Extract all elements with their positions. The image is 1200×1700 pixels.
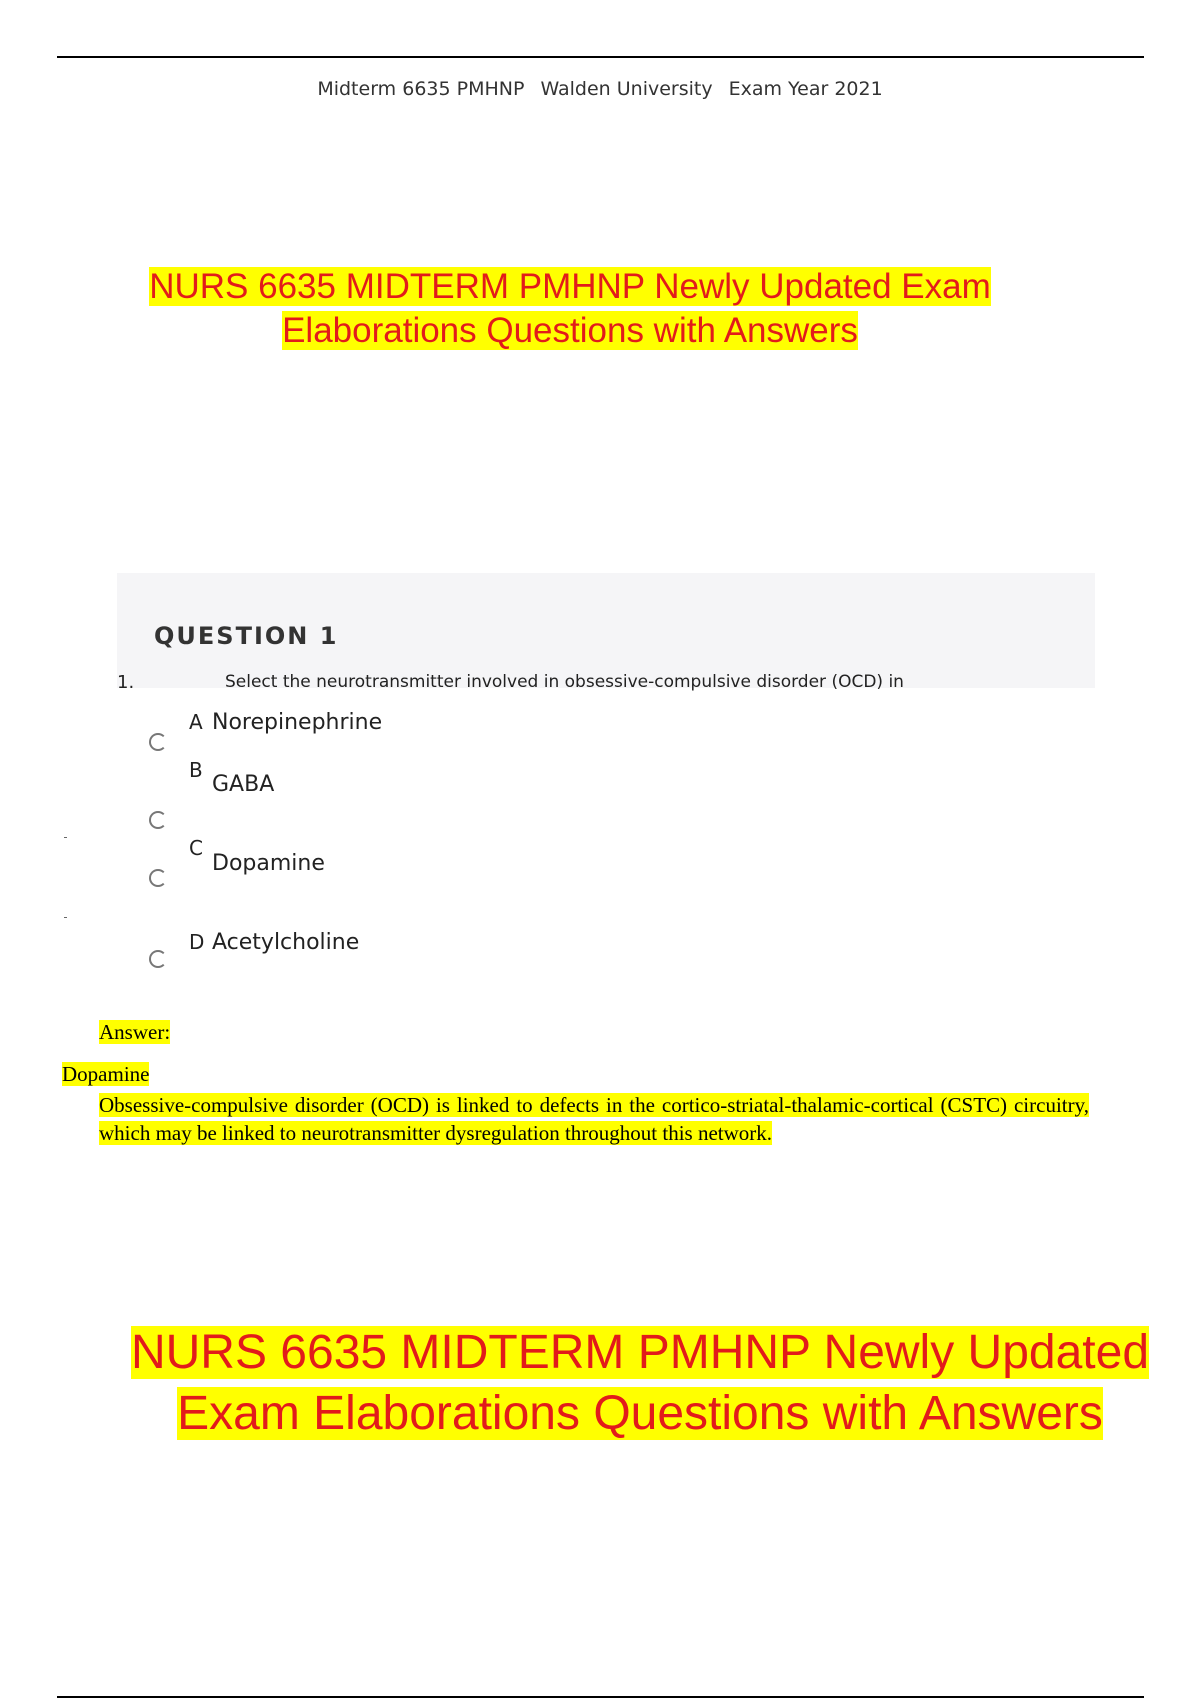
question-number: 1. (117, 672, 135, 693)
document-title-bottom (100, 1322, 1180, 1444)
top-rule (57, 56, 1144, 58)
option-d-radio[interactable] (149, 950, 167, 968)
title-bottom-line2: Exam Elaborations Questions with Answers (177, 1387, 1103, 1440)
header-course: Midterm 6635 PMHNP (317, 78, 525, 100)
option-a-text[interactable]: Norepinephrine (212, 710, 383, 735)
header-year: Exam Year 2021 (728, 78, 883, 100)
option-c-text[interactable]: Dopamine (212, 851, 325, 876)
stray-mark (64, 917, 67, 918)
option-d-text[interactable]: Acetylcholine (212, 930, 360, 955)
header-university: Walden University (540, 78, 713, 100)
title-top-line1: NURS 6635 MIDTERM PMHNP Newly Updated Exam (149, 267, 991, 306)
option-c-radio[interactable] (149, 869, 167, 887)
bottom-rule (57, 1696, 1144, 1698)
option-b-radio[interactable] (149, 811, 167, 829)
stray-mark (64, 837, 67, 838)
page-header (0, 78, 1200, 100)
question-text: Select the neurotransmitter involved in obsessive-compulsive disorder (OCD) in (225, 672, 904, 692)
answer-label: Answer: (99, 1020, 171, 1044)
option-c-letter: C (189, 836, 203, 860)
document-title-top (60, 265, 1080, 353)
title-top-line2: Elaborations Questions with Answers (282, 311, 858, 350)
answer-explanation: Obsessive-compulsive disorder (OCD) is linked to defects in the cortico-striatal-thalamic-cortical (CSTC) circuitry, which may be linked to neurotransmitter dysregulation throughout this network. (99, 1093, 1089, 1145)
answer-value: Dopamine (62, 1062, 150, 1086)
option-d-letter: D (189, 930, 205, 954)
option-a-letter: A (189, 710, 203, 734)
question-label: QUESTION 1 (154, 622, 339, 650)
option-a-radio[interactable] (149, 733, 167, 751)
option-b-letter: B (189, 758, 203, 782)
option-b-text[interactable]: GABA (212, 772, 275, 797)
title-bottom-line1: NURS 6635 MIDTERM PMHNP Newly Updated (130, 1326, 1150, 1379)
